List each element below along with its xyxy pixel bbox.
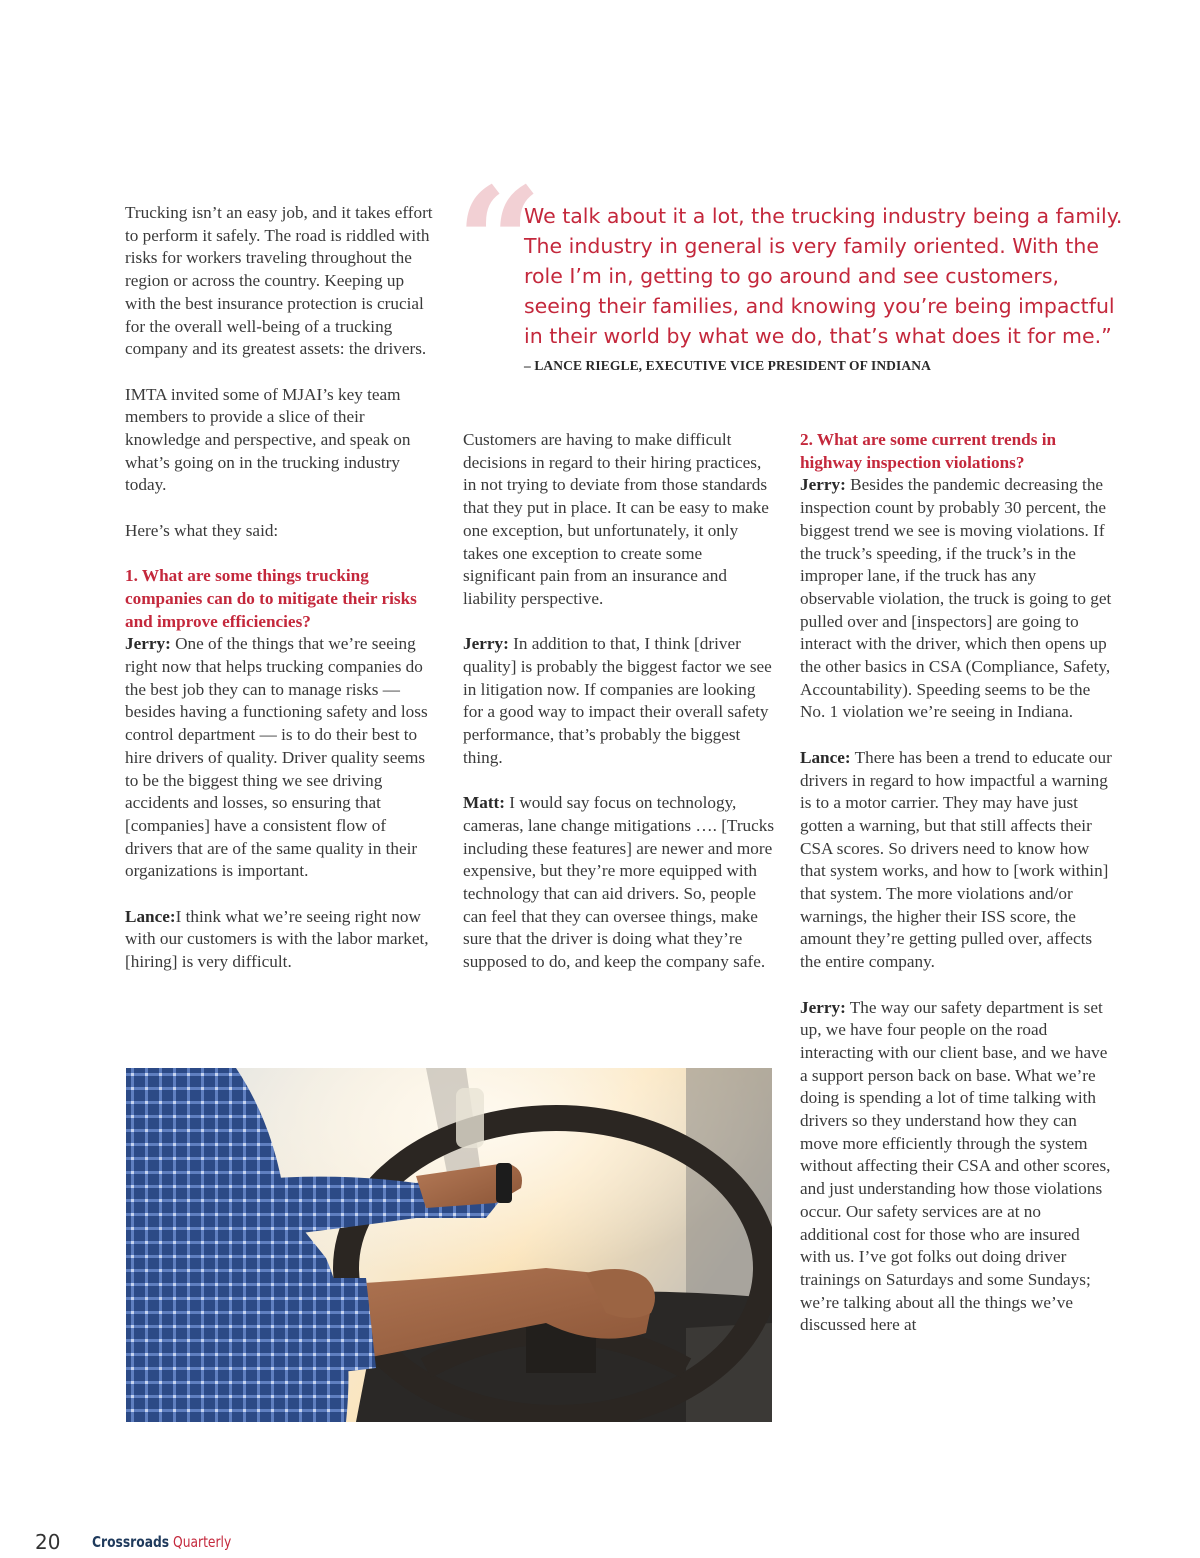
intro-paragraph: Here’s what they said: xyxy=(125,520,279,540)
answer-text: In addition to that, I think [driver quality] is probably the biggest factor we see in litigation now. If companies are looking for a good way to impact their overall safety performance, that’s probably the biggest thing. xyxy=(463,634,772,767)
answer-text: There has been a trend to educate our drivers in regard to how impactful a warning is to a motor carrier. They may have just gotten a warning, but that still affects their CSA scores. So drivers need to know how that system works, and how to [work within] that system. The more violations and/or warnings, the higher their ISS score, the amount they’re getting pulled over, affects the entire company. xyxy=(800,747,1112,972)
answer-text: I would say focus on technology, cameras, lane change mitigations …. [Trucks including these features] are newer and more expensive, but they’re more equipped with technology that can aid drivers. So, people can feel that they can oversee things, make sure that the driver is doing what they’re supposed to do, and keep the company safe. xyxy=(463,793,775,972)
qa-block xyxy=(125,565,437,883)
qa-block xyxy=(800,429,1114,724)
answer-text: I think what we’re seeing right now with our customers is with the labor market, [hiring] is very difficult. xyxy=(125,906,429,972)
answer-text: Besides the pandemic decreasing the inspection count by probably 30 percent, the biggest trend we see is moving violations. If the truck’s speeding, if the truck’s in the improper lane, if the truck has any observable violation, the truck is going to get pulled over and [inspectors] are going to interact with the driver, which then opens up the other basics in CSA (Compliance, Safety, Accountability). Speeding seems to be the No. 1 violation we’re seeing in Indiana. xyxy=(800,475,1112,722)
question-heading: 2. What are some current trends in highway inspection violations? xyxy=(800,430,1057,472)
speaker-name: Jerry: xyxy=(125,634,171,654)
brand-main: Crossroads xyxy=(92,1533,170,1551)
speaker-name: Jerry: xyxy=(463,634,509,654)
truck-driver-photo xyxy=(126,1068,772,1422)
speaker-name: Matt: xyxy=(463,793,505,813)
answer-paragraph xyxy=(800,747,1114,974)
page-number: 20 xyxy=(35,1530,61,1554)
speaker-name: Jerry: xyxy=(800,997,846,1017)
article-column-1 xyxy=(125,202,437,974)
answer-paragraph xyxy=(125,906,437,974)
truck-driver-illustration xyxy=(126,1068,772,1422)
pull-quote-attribution: – LANCE RIEGLE, EXECUTIVE VICE PRESIDENT OF INDIANA xyxy=(524,358,931,373)
intro-paragraph: Trucking isn’t an easy job, and it takes effort to perform it safely. The road is riddled with risks for workers traveling throughout the region or across the country. Keeping up with the best insurance protection is crucial for the overall well-being of a trucking company and its greatest assets: the drivers. xyxy=(125,203,433,359)
pull-quote: We talk about it a lot, the trucking industry being a family. The industry in general is very family oriented. With the role I’m in, getting to go around and see customers, seeing their families, and knowing you’re being impactful in their world by what we do, that’s what does it for me.” xyxy=(524,204,1123,348)
question-heading: 1. What are some things trucking companies can do to mitigate their risks and improve efficiencies? xyxy=(125,566,417,631)
speaker-name: Lance: xyxy=(125,906,176,926)
speaker-name: Jerry: xyxy=(800,475,846,495)
answer-text: One of the things that we’re seeing right now that helps trucking companies do the best job they can to manage risks — besides having a functioning safety and loss control department — is to do their best to hire drivers of quality. Driver quality seems to be the biggest thing we see driving accidents and losses, so ensuring that [companies] have a consistent flow of drivers that are of the same quality in their organizations is important. xyxy=(125,634,428,881)
speaker-name: Lance: xyxy=(800,747,851,767)
article-column-3 xyxy=(800,429,1114,1337)
magazine-brand xyxy=(92,1533,231,1551)
answer-paragraph xyxy=(463,633,775,769)
intro-paragraph: IMTA invited some of MJAI’s key team members to provide a slice of their knowledge and perspective, and speak on what’s going on in the trucking industry today. xyxy=(125,384,411,495)
answer-paragraph xyxy=(463,792,775,974)
answer-paragraph-continued: Customers are having to make difficult decisions in regard to their hiring practices, in not trying to deviate from those standards that they put in place. It can be easy to make one exception, but unfortunately, it only takes one exception to create some significant pain from an insurance and liability perspective. xyxy=(463,430,769,608)
answer-paragraph xyxy=(800,997,1114,1338)
answer-text: The way our safety department is set up, we have four people on the road interacting with our client base, and we have a support person back on base. What we’re doing is spending a lot of time talking with drivers so they understand how they can move more efficiently through the system without affecting their CSA and other scores, and just understanding how those violations occur. Our safety services are at no additional cost for those who are insured with us. I’ve got folks out doing driver trainings on Saturdays and some Sundays; we’re talking about all the things we’ve discussed here at xyxy=(800,997,1111,1335)
quote-mark-icon: “ xyxy=(456,155,543,331)
brand-sub: Quarterly xyxy=(169,1533,232,1551)
article-column-2 xyxy=(463,429,775,974)
